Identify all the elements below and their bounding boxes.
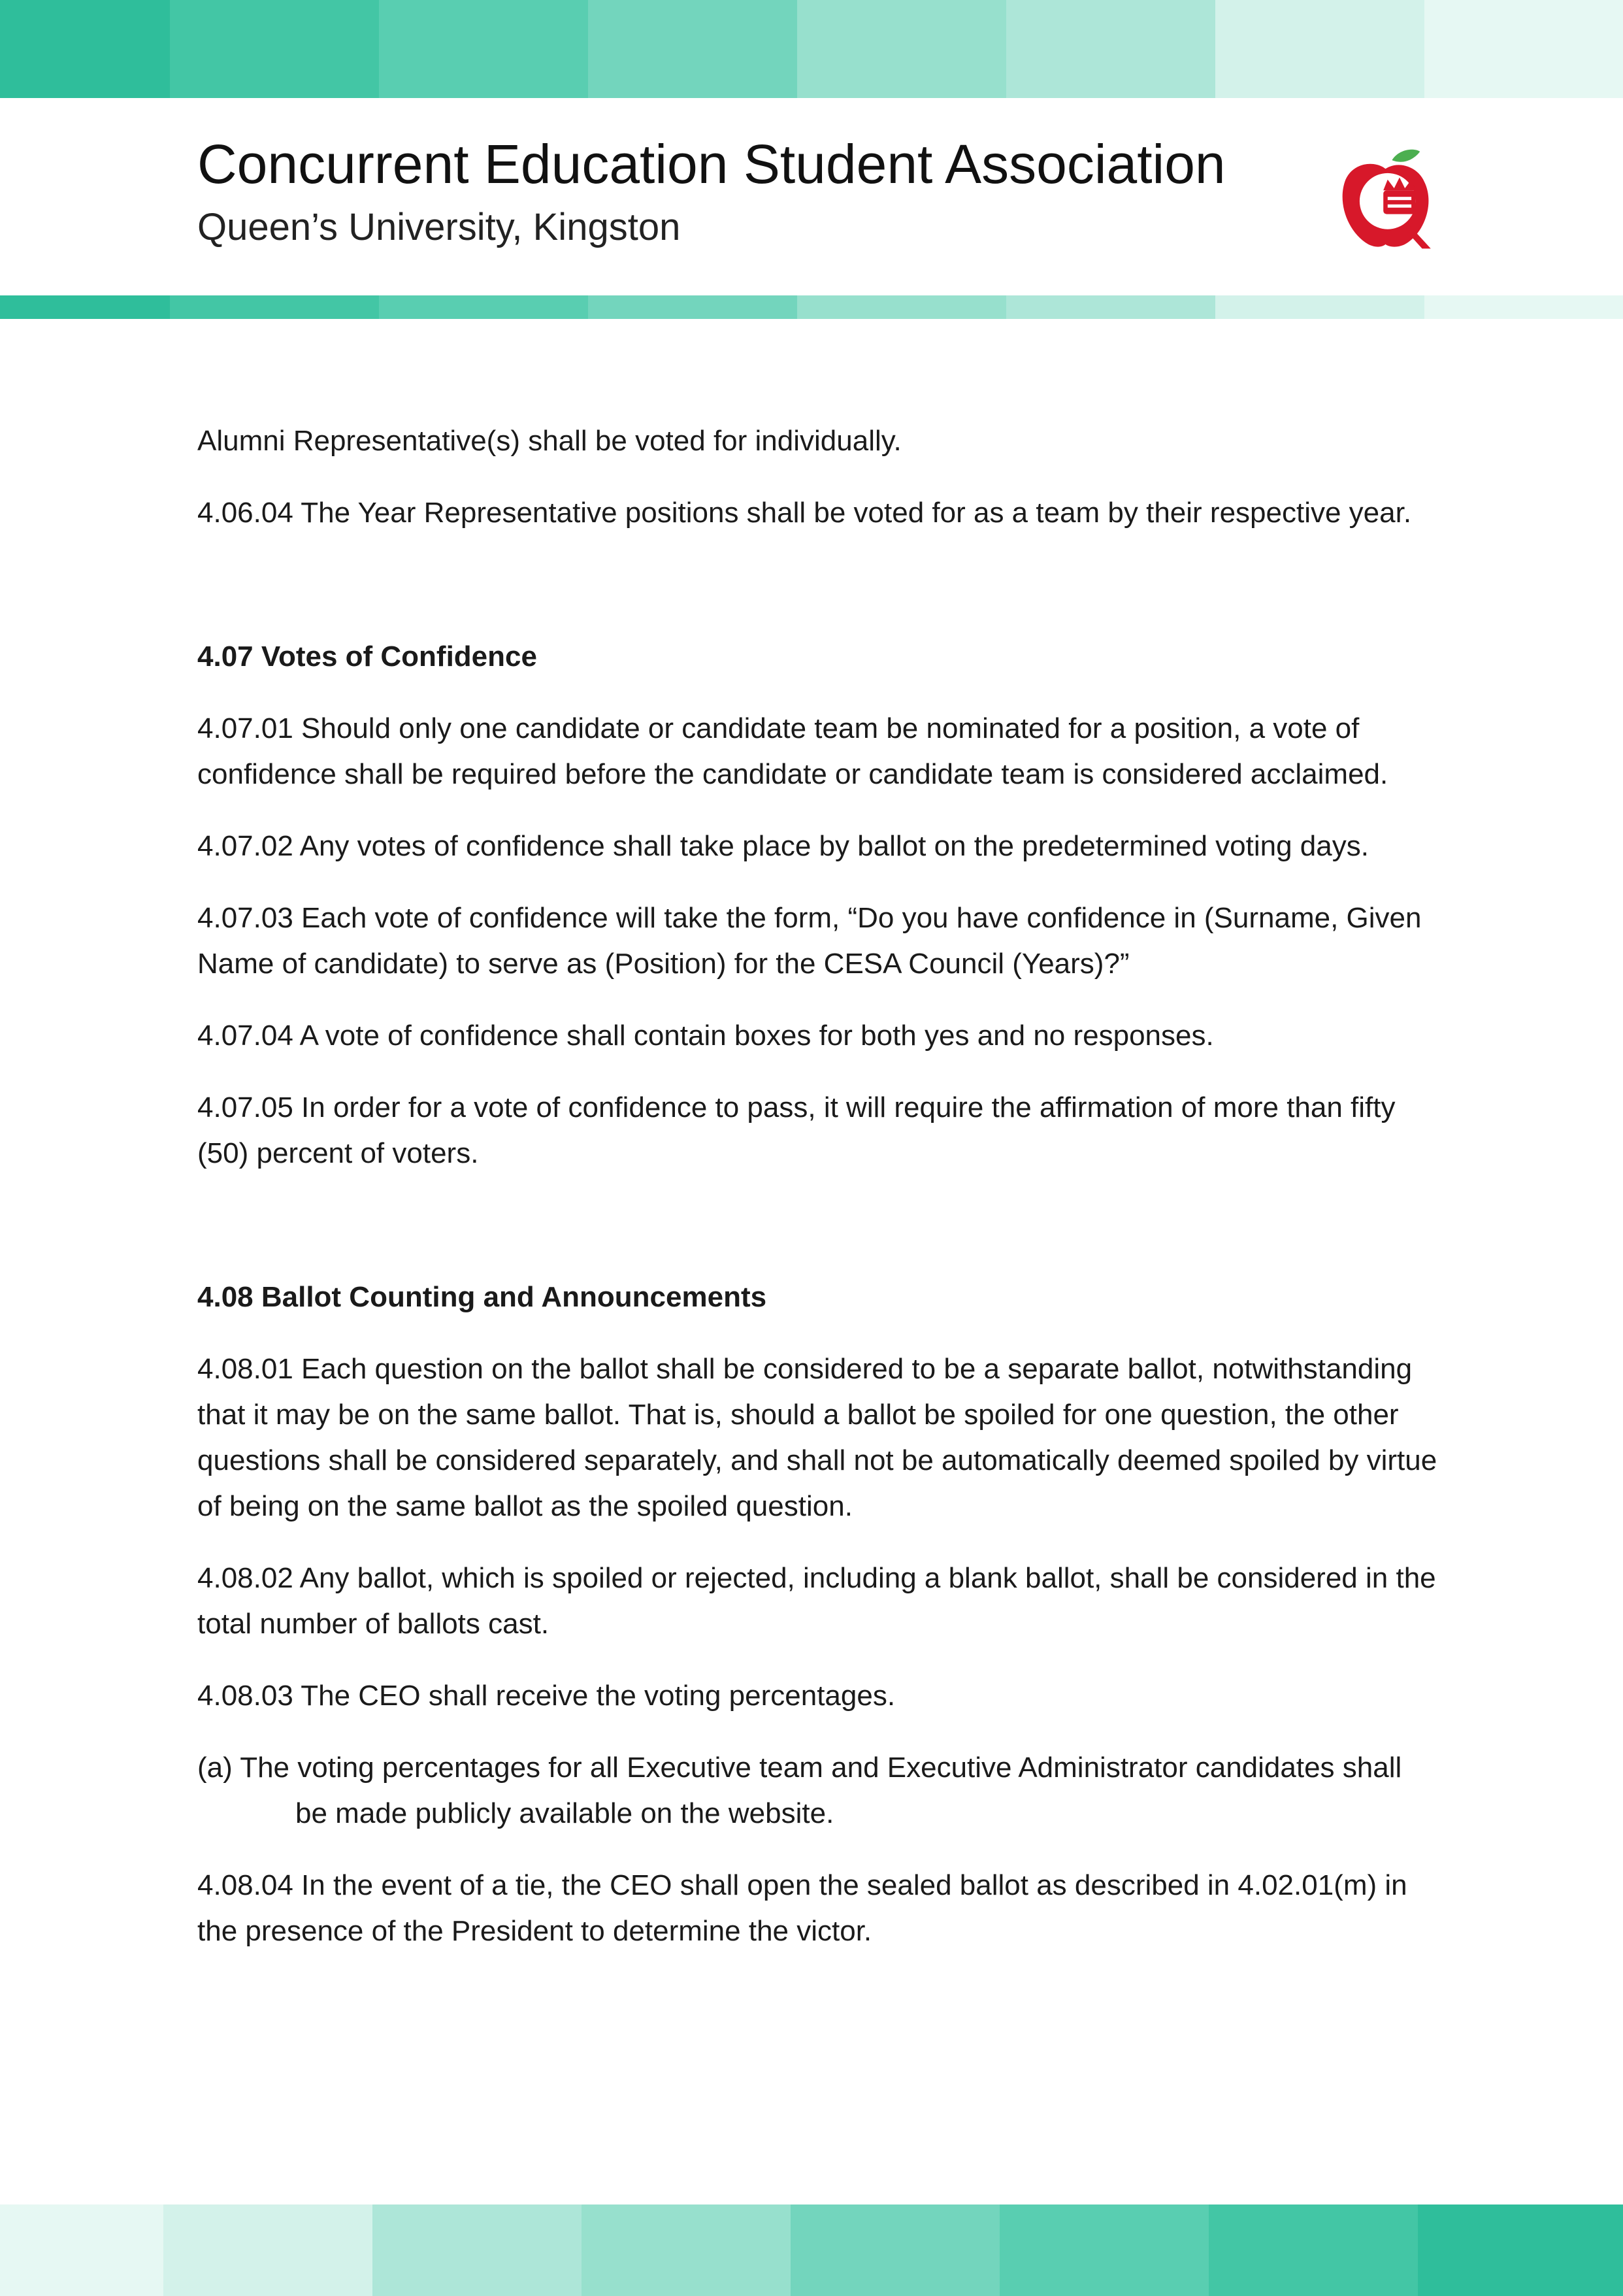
section-heading: 4.08 Ballot Counting and Announcements [197, 1281, 767, 1313]
band-segment [588, 0, 797, 98]
band-segment [797, 0, 1006, 98]
band-segment [797, 295, 1006, 319]
band-segment [0, 2204, 163, 2296]
section-heading: 4.07 Votes of Confidence [197, 641, 537, 673]
document-title: Concurrent Education Student Association [197, 133, 1226, 195]
paragraph: 4.07.01 Should only one candidate or candidate team be nominated for a position, a vote of confidence shall be required before the candidate or candidate team is considered acclaimed. [197, 712, 1388, 790]
band-segment [791, 2204, 1000, 2296]
band-segment [582, 2204, 791, 2296]
band-segment [1215, 0, 1424, 98]
footer-color-band [0, 2204, 1623, 2296]
document-body [197, 418, 1439, 1980]
paragraph: 4.08.03 The CEO shall receive the voting percentages. [197, 1680, 896, 1712]
paragraph: 4.07.02 Any votes of confidence shall take place by ballot on the predetermined voting days. [197, 830, 1369, 862]
band-segment [163, 2204, 372, 2296]
paragraph: 4.08.01 Each question on the ballot shall be considered to be a separate ballot, notwithstanding that it may be on the same ballot. That is, should a ballot be spoiled for one question, the other questions shall be considered separately, and shall not be automatically deemed spoiled by virtue of being on the same ballot as the spoiled question. [197, 1353, 1437, 1522]
paragraph: 4.08.02 Any ballot, which is spoiled or rejected, including a blank ballot, shall be considered in the total number of ballots cast. [197, 1562, 1436, 1640]
band-segment [170, 295, 379, 319]
band-segment [588, 295, 797, 319]
band-segment [0, 295, 170, 319]
sub-clause: (a) The voting percentages for all Executive team and Executive Administrator candidates shall be made publicly available on the website. [197, 1752, 1402, 1829]
band-segment [170, 0, 379, 98]
band-segment [379, 0, 588, 98]
band-segment [1209, 2204, 1418, 2296]
band-segment [379, 295, 588, 319]
paragraph: 4.08.04 In the event of a tie, the CEO shall open the sealed ballot as described in 4.02.01(m) in the presence of the President to determine the victor. [197, 1869, 1407, 1947]
apple-crown-logo-icon [1332, 145, 1439, 253]
band-segment [1000, 2204, 1209, 2296]
band-segment [0, 0, 170, 98]
band-segment [1418, 2204, 1623, 2296]
band-segment [372, 2204, 582, 2296]
top-color-band [0, 0, 1623, 98]
paragraph: 4.06.04 The Year Representative positions shall be voted for as a team by their respective year. [197, 497, 1412, 529]
band-segment [1006, 295, 1215, 319]
band-segment [1006, 0, 1215, 98]
band-segment [1424, 0, 1623, 98]
document-subtitle: Queen’s University, Kingston [197, 206, 681, 248]
band-segment [1215, 295, 1424, 319]
paragraph: 4.07.03 Each vote of confidence will take the form, “Do you have confidence in (Surname, Given Name of candidate) to serve as (Position) for the CESA Council (Years)?” [197, 902, 1422, 980]
band-segment [1424, 295, 1623, 319]
paragraph: 4.07.05 In order for a vote of confidence to pass, it will require the affirmation of more than fifty (50) percent of voters. [197, 1091, 1396, 1169]
header-divider-band [0, 295, 1623, 319]
paragraph: Alumni Representative(s) shall be voted for individually. [197, 425, 902, 457]
paragraph: 4.07.04 A vote of confidence shall contain boxes for both yes and no responses. [197, 1020, 1214, 1052]
